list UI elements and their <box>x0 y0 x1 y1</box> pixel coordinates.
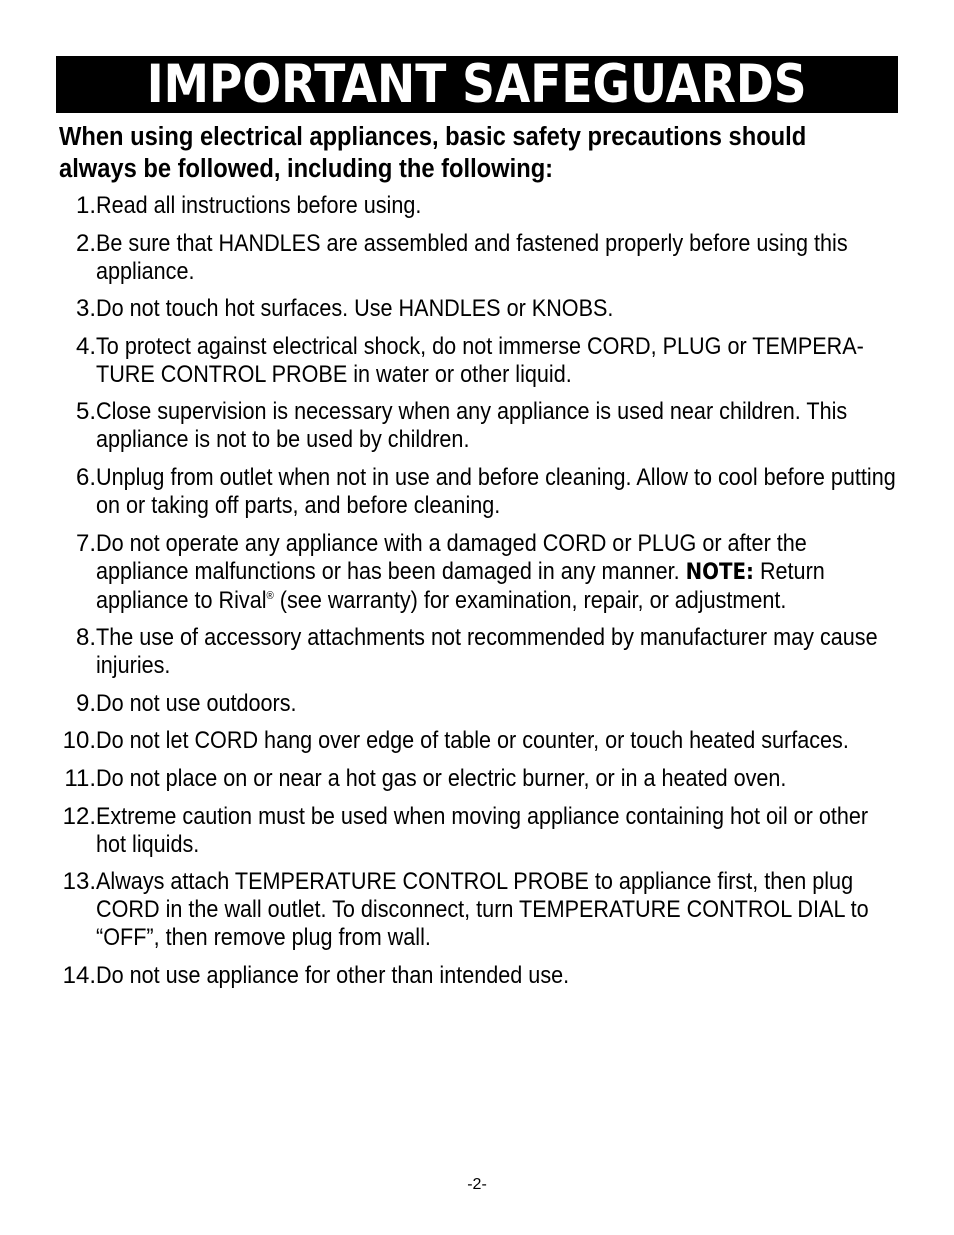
item-number: 5. <box>75 398 96 426</box>
item-text <box>96 530 898 615</box>
list-item <box>54 192 899 220</box>
page-number: -2- <box>467 1176 487 1193</box>
list-item <box>54 765 899 793</box>
item-number: 13. <box>62 868 96 896</box>
item-number: 6. <box>75 463 96 491</box>
item-number: 4. <box>75 332 96 360</box>
item-text: Always attach TEMPERATURE CONTROL PROBE to appliance first, then plug CORD in the wall outlet. To disconnect, turn TEMPERATURE CONTROL DIAL to “OFF”, then remove plug from wall. <box>96 868 869 952</box>
list-item <box>54 295 899 323</box>
item-text: Do not let CORD hang over edge of table or counter, or touch heated surfaces. <box>96 727 849 755</box>
item-number: 12. <box>62 802 96 830</box>
list-item <box>54 962 899 990</box>
item-number: 9. <box>75 689 96 717</box>
list-item <box>54 803 899 859</box>
registered-mark: ® <box>266 589 274 602</box>
safeguards-list <box>54 192 899 999</box>
item-text: Do not use outdoors. <box>96 689 297 717</box>
list-item <box>54 333 899 389</box>
list-item <box>54 624 899 680</box>
item-text: Read all instructions before using. <box>96 192 422 219</box>
item-number: 1. <box>75 192 96 219</box>
item-text: Unplug from outlet when not in use and before cleaning. Allow to cool before putting on or taking off parts, and before cleaning. <box>96 463 896 519</box>
page-title: IMPORTANT SAFEGUARDS <box>147 54 807 115</box>
item-number: 7. <box>75 529 96 557</box>
title-banner <box>56 56 898 113</box>
list-item <box>54 464 899 520</box>
item-text: Do not use appliance for other than intended use. <box>96 961 570 989</box>
item-text: To protect against electrical shock, do not immerse CORD, PLUG or TEMPERA-TURE CONTROL PROBE in water or other liquid. <box>96 332 864 388</box>
item-number: 2. <box>75 229 96 257</box>
item-text: The use of accessory attachments not recommended by manufacturer may cause injuries. <box>96 624 878 680</box>
list-item <box>54 727 899 755</box>
list-item <box>54 530 899 615</box>
list-item <box>54 230 899 286</box>
item-number: 3. <box>75 295 96 323</box>
item-text: Be sure that HANDLES are assembled and fastened properly before using this appliance. <box>96 229 848 285</box>
list-item <box>54 690 899 718</box>
item-number: 14. <box>62 961 96 989</box>
list-item <box>54 868 899 952</box>
list-item <box>54 398 899 454</box>
item-number: 8. <box>75 624 96 652</box>
item-text-part: Do not operate any appliance with a damaged CORD or PLUG or after the appliance malfunctions or has been damaged in any manner. <box>96 529 807 585</box>
item-text: Do not place on or near a hot gas or electric burner, or in a heated oven. <box>96 764 787 792</box>
item-text: Close supervision is necessary when any appliance is used near children. This appliance is not to be used by children. <box>96 398 848 454</box>
intro-text: When using electrical appliances, basic safety precautions should always be followed, including the following: <box>59 123 807 183</box>
item-text: Extreme caution must be used when moving appliance containing hot oil or other hot liquids. <box>96 802 869 858</box>
note-label: NOTE: <box>685 559 754 585</box>
item-text: Do not touch hot surfaces. Use HANDLES or KNOBS. <box>96 295 614 323</box>
item-text-part: (see warranty) for examination, repair, or adjustment. <box>279 586 787 614</box>
item-text-part: Return appliance to Rival <box>96 557 825 614</box>
item-number: 10. <box>62 727 96 755</box>
item-number: 11. <box>64 764 96 792</box>
